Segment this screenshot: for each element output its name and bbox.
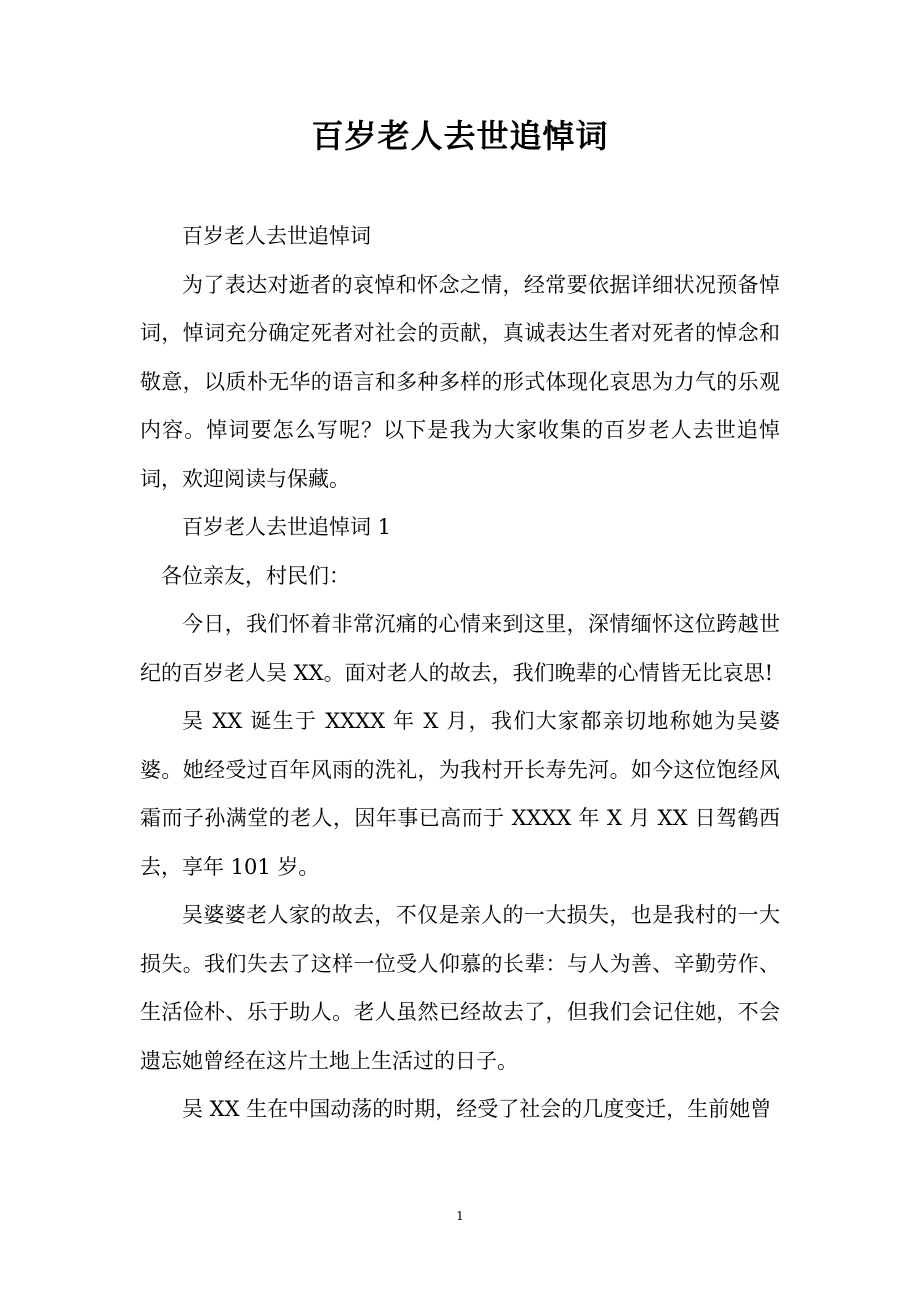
paragraph-body-3: 吴婆婆老人家的故去，不仅是亲人的一大损失，也是我村的一大损失。我们失去了这样一位受人仰慕的长辈：与人为善、辛勤劳作、生活俭朴、乐于助人。老人虽然已经故去了，但我们会记住她，不会遗忘她曾经在这片土地上生活过的日子。 [140,903,780,1073]
paragraph-intro: 为了表达对逝者的哀悼和怀念之情，经常要依据详细状况预备悼词，悼词充分确定死者对社会的贡献，真诚表达生者对死者的悼念和敬意，以质朴无华的语言和多种多样的形式体现化哀思为力气的乐观内容。悼词要怎么写呢？以下是我为大家收集的百岁老人去世追悼词，欢迎阅读与保藏。 [140,272,780,491]
paragraph-section-heading: 百岁老人去世追悼词 1 [182,515,392,539]
paragraph-body-1: 今日，我们怀着非常沉痛的心情来到这里，深情缅怀这位跨越世纪的百岁老人吴 XX。面对老人的故去，我们晚辈的心情皆无比哀思! [140,612,780,685]
page-title: 百岁老人去世追悼词 [311,117,609,155]
paragraph-salutation: 各位亲友，村民们： [161,563,350,588]
document-body [140,212,780,1134]
paragraph-subtitle: 百岁老人去世追悼词 [182,224,371,248]
paragraph-body-4: 吴 XX 生在中国动荡的时期，经受了社会的几度变迁，生前她曾 [182,1097,772,1121]
paragraph-body-2: 吴 XX 诞生于 XXXX 年 X 月，我们大家都亲切地称她为吴婆婆。她经受过百年风雨的洗礼，为我村开长寿先河。如今这位饱经风霜而子孙满堂的老人，因年事已高而于 XXXX 年 X 月 XX 日驾鹤西去，享年 101 岁。 [140,709,780,879]
page-number: 1 [456,1209,464,1223]
